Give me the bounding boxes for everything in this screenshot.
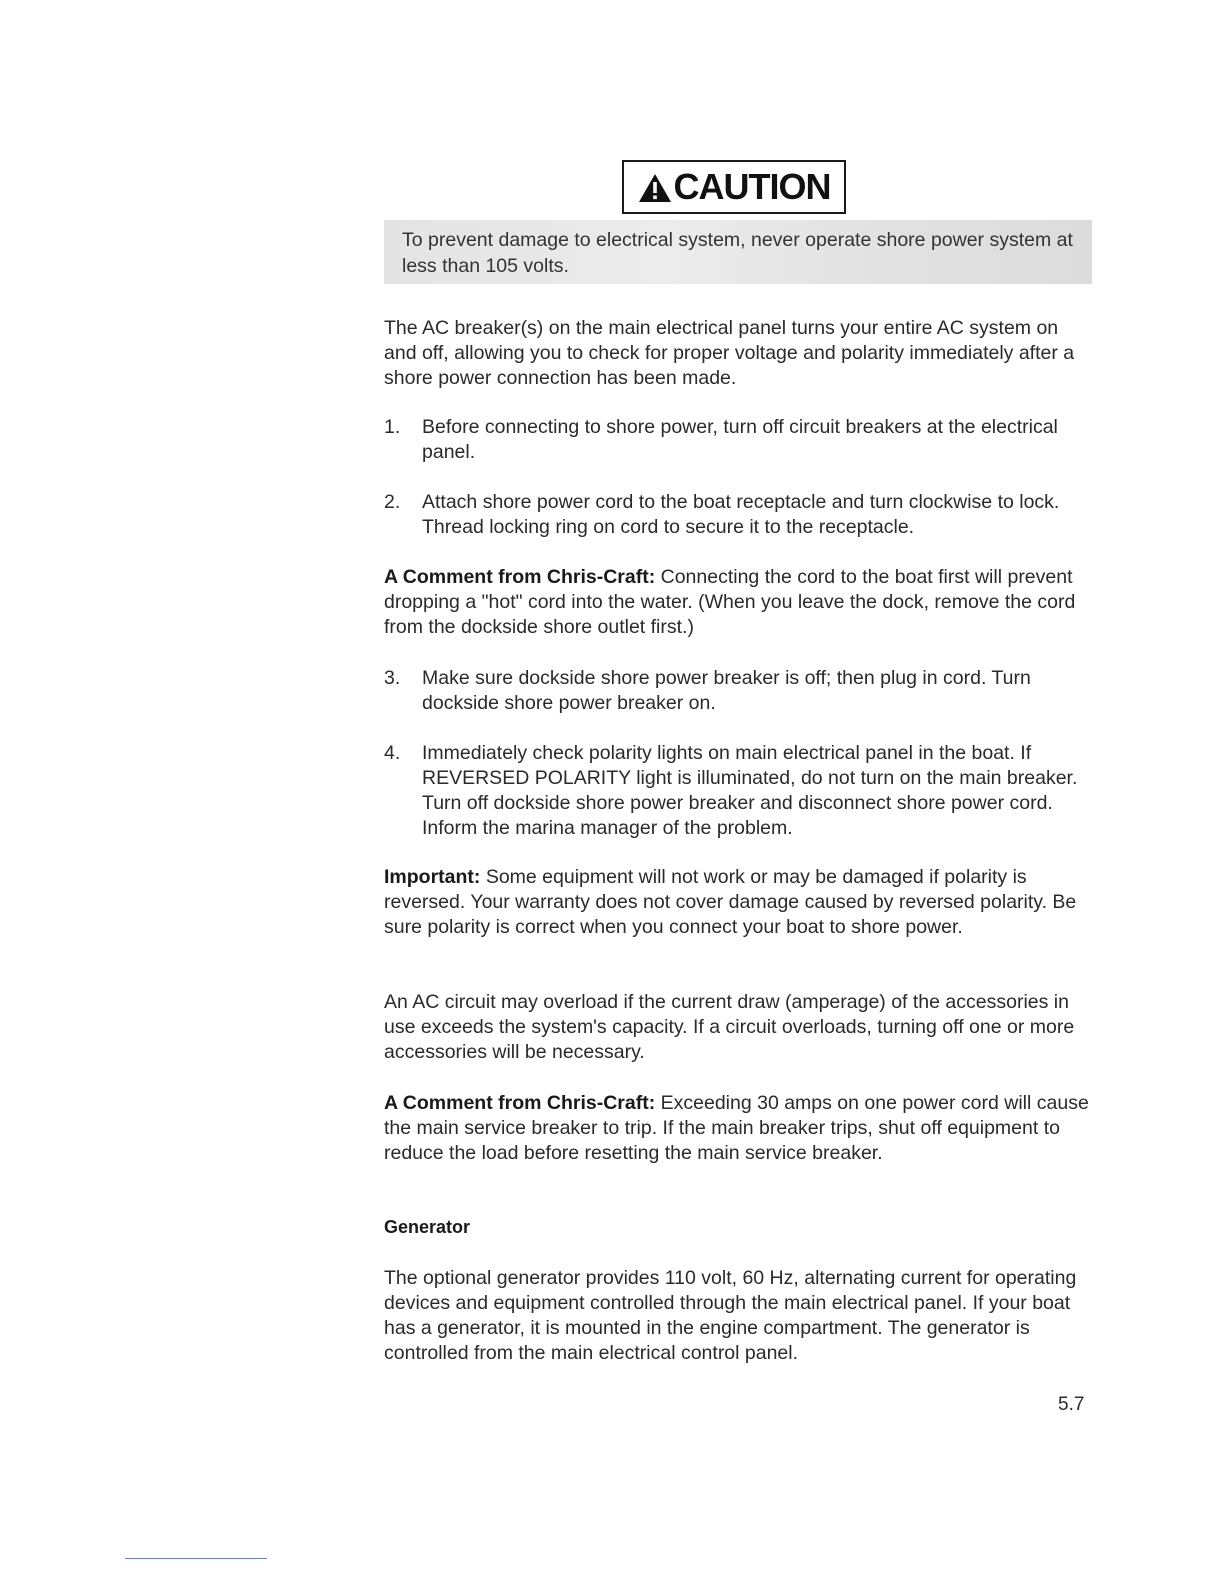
step-text: Make sure dockside shore power breaker is off; then plug in cord. Turn dockside shore power breaker on. (422, 667, 1031, 714)
step-text: Attach shore power cord to the boat receptacle and turn clockwise to lock. Thread locking ring on cord to secure it to the receptacle. (422, 491, 1060, 538)
footnote-rule (125, 1558, 267, 1559)
important-paragraph (384, 865, 1089, 940)
overload-paragraph: An AC circuit may overload if the current draw (amperage) of the accessories in use exceeds the system's capacity. If a circuit overloads, turning off one or more accessories will be necessary. (384, 991, 1075, 1063)
warning-triangle-icon (638, 173, 672, 203)
page-number: 5.7 (1058, 1394, 1085, 1415)
step-number: 1. (384, 416, 401, 438)
generator-paragraph: The optional generator provides 110 volt, 60 Hz, alternating current for operating devices and equipment controlled through the main electrical panel. If your boat has a generator, it is mounted in the engine compartment. The generator is controlled from the main electrical control panel. (384, 1267, 1077, 1364)
step-text: Immediately check polarity lights on main electrical panel in the boat. If REVERSED POLARITY light is illuminated, do not turn on the main breaker. Turn off dockside shore power breaker and disconnect shore power cord. Inform the marina manager of the problem. (422, 742, 1078, 839)
caution-label-box (622, 160, 846, 214)
step-number: 2. (384, 491, 401, 513)
important-text: Some equipment will not work or may be damaged if polarity is reversed. Your warranty does not cover damage caused by reversed polarity. Be sure polarity is correct when you connect your boat to shore power. (384, 866, 1077, 938)
comment-text: Connecting the cord to the boat first will prevent dropping a "hot" cord into the water. (When you leave the dock, remove the cord from the dockside shore outlet first.) (384, 566, 1076, 638)
comment-lead: A Comment from Chris-Craft: (384, 1092, 656, 1114)
step-number: 4. (384, 742, 401, 764)
important-lead: Important: (384, 866, 481, 888)
comment-lead: A Comment from Chris-Craft: (384, 566, 656, 588)
generator-heading: Generator (384, 1217, 471, 1237)
comment-paragraph-2 (384, 1091, 1089, 1166)
step-text: Before connecting to shore power, turn off circuit breakers at the electrical panel. (422, 416, 1058, 463)
comment-text: Exceeding 30 amps on one power cord will cause the main service breaker to trip. If the main breaker trips, shut off equipment to reduce the load before resetting the main service breaker. (384, 1092, 1089, 1164)
intro-paragraph: The AC breaker(s) on the main electrical panel turns your entire AC system on and off, allowing you to check for proper voltage and polarity immediately after a shore power connection has been made. (384, 317, 1075, 389)
caution-title: CAUTION (673, 166, 831, 207)
step-number: 3. (384, 667, 401, 689)
comment-paragraph-1 (384, 565, 1089, 640)
caution-message: To prevent damage to electrical system, never operate shore power system at less than 105 volts. (402, 229, 1073, 277)
